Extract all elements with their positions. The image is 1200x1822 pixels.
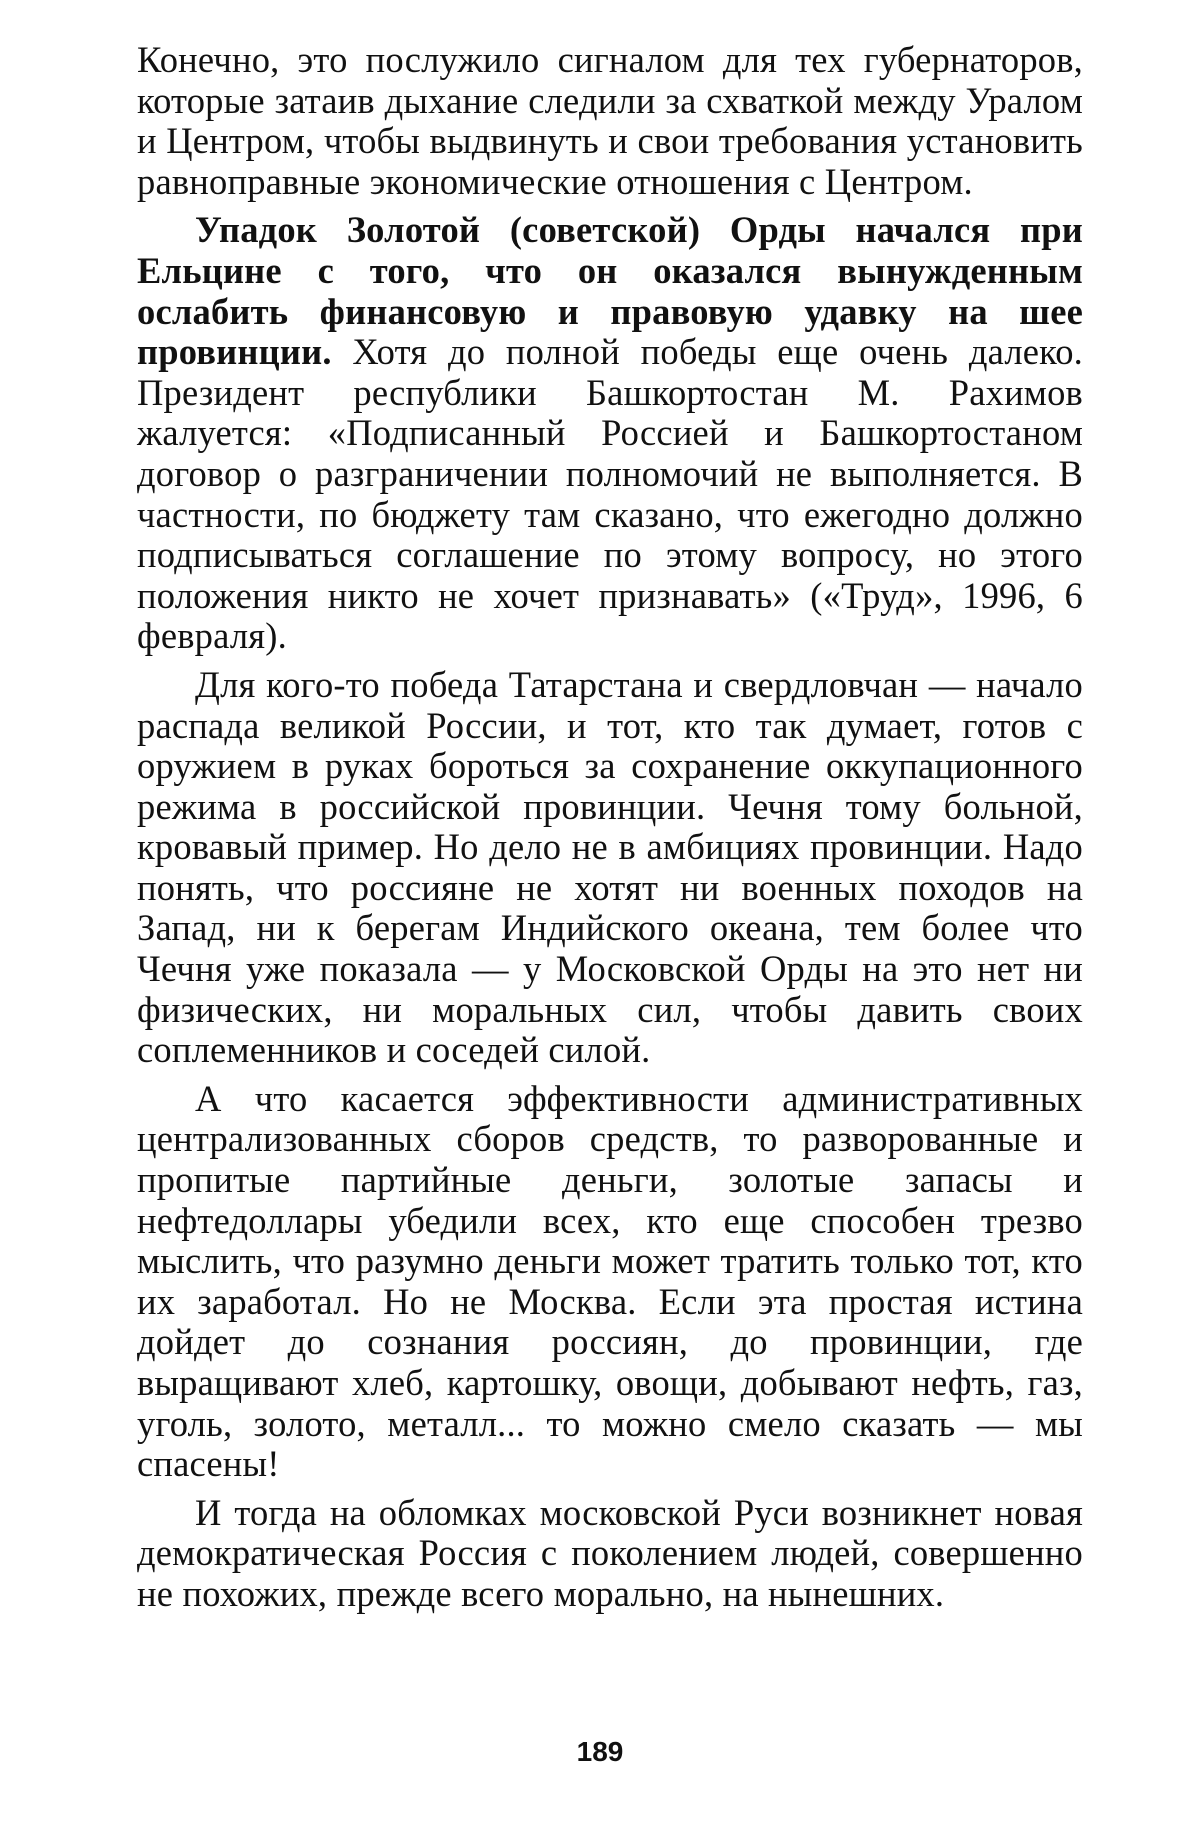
paragraph-1-text: Конечно, это послужило сигналом для тех губернаторов, которые затаив дыхание следили за схваткой между Уралом и Центром, чтобы выдвинуть и свои требования установить равноправные экономические отношения с Центром. bbox=[137, 39, 1083, 202]
paragraph-3 bbox=[137, 665, 1083, 1071]
paragraph-4-text: А что касается эффективности административных централизованных сборов средств, то разворованные и пропитые партийные деньги, золотые запасы и нефтедоллары убедили всех, кто еще способен трезво мыслить, что разумно деньги может тратить только тот, кто их заработал. Но не Москва. Если эта простая истина дойдет до сознания россиян, до провинции, где выращивают хлеб, картошку, овощи, добывают нефть, газ, уголь, золото, металл... то можно смело сказать — мы спасены! bbox=[137, 1077, 1083, 1485]
paragraph-5-text: И тогда на обломках московской Руси возникнет новая демократическая Россия с поколением людей, совершенно не похожих, прежде всего морально, на нынешних. bbox=[137, 1491, 1083, 1614]
paragraph-3-text: Для кого-то победа Татарстана и свердловчан — начало распада великой России, и тот, кто так думает, готов с оружием в руках бороться за сохранение оккупационного режима в российской провинции. Чечня тому больной, кровавый пример. Но дело не в амбициях провинции. Надо понять, что россияне не хотят ни военных походов на Запад, ни к берегам Индийского океана, тем более что Чечня уже показала — у Московской Орды на это нет ни физических, ни моральных сил, чтобы давить своих соплеменников и соседей силой. bbox=[137, 663, 1083, 1071]
paragraph-5 bbox=[137, 1493, 1083, 1615]
paragraph-2-text: Хотя до полной победы еще очень далеко. Президент республики Башкортостан М. Рахимов жалуется: «Подписанный Россией и Башкортостаном договор о разграничении полномочий не выполняется. В частности, по бюджету там сказано, что ежегодно должно подписываться соглашение по этому вопросу, но этого положения никто не хочет признавать» («Труд», 1996, 6 февраля). bbox=[137, 331, 1083, 657]
paragraph-1 bbox=[137, 40, 1083, 202]
paragraph-2-bold-lead: Упадок Золотой (советской) Орды начался при Ельцине с того, что он оказался вынужденным ослабить финансовую и правовую удавку на шее провинции. bbox=[137, 209, 1083, 373]
paragraph-4 bbox=[137, 1079, 1083, 1485]
page-body bbox=[137, 40, 1083, 1623]
paragraph-2 bbox=[137, 210, 1083, 657]
page-number: 189 bbox=[576, 1736, 624, 1767]
